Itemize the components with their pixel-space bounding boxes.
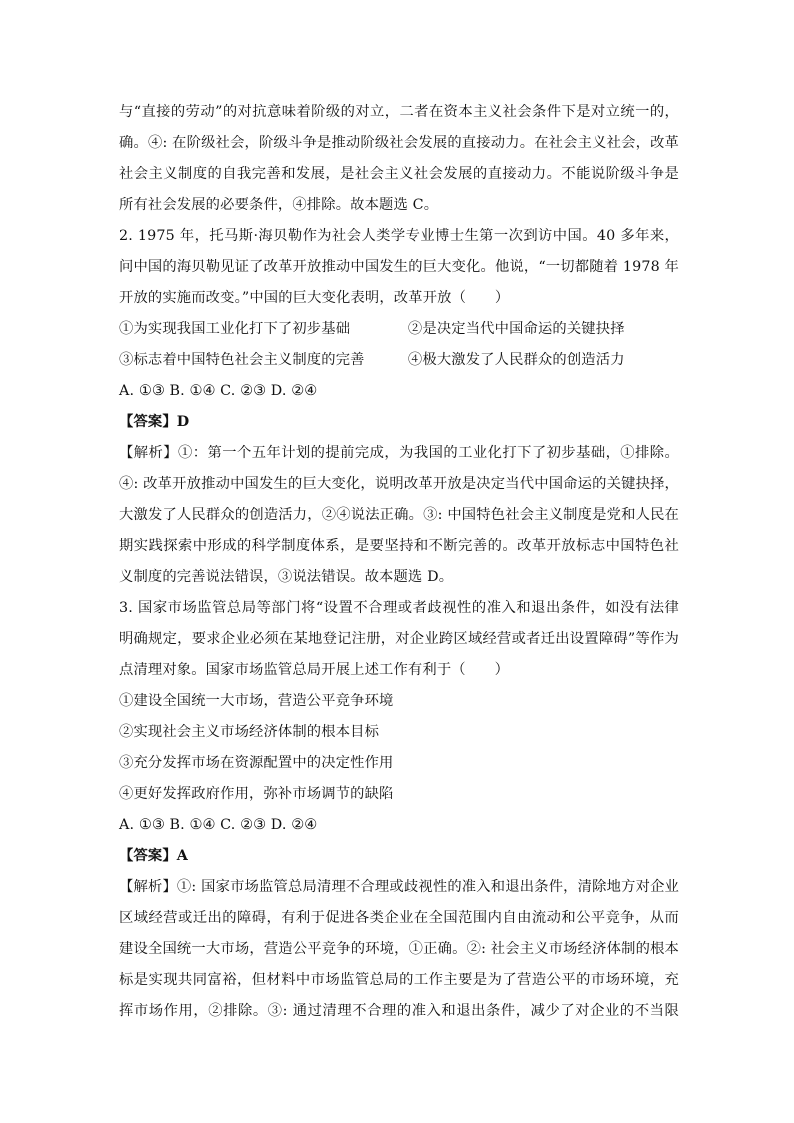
- question-3-analysis: 标是实现共同富裕，但材料中市场监管总局的工作主要是为了营造公平的市场环境，充: [119, 972, 679, 988]
- question-3-option: ①建设全国统一大市场，营造公平竞争环境: [119, 693, 394, 709]
- question-2-analysis: ④: 改革开放推动中国发生的巨大变化，说明改革开放是决定当代中国命运的关键抉择，: [119, 476, 679, 492]
- question-3-line: 3. 国家市场监管总局等部门将“设置不合理或者歧视性的准入和退出条件，如没有法律: [119, 600, 679, 616]
- question-3-choices: A. ①③ B. ①④ C. ②③ D. ②④: [119, 817, 318, 833]
- question-3-option: ④更好发挥政府作用，弥补市场调节的缺陷: [119, 786, 394, 802]
- question-2-line: 问中国的海贝勒见证了改革开放推动中国发生的巨大变化。他说，“一切都随着 1978 年: [119, 259, 679, 275]
- question-3-analysis: 建设全国统一大市场，营造公平竞争的环境，①正确。②: 社会主义市场经济体制的根本: [119, 941, 679, 957]
- question-3-option: ③充分发挥市场在资源配置中的决定性作用: [119, 755, 394, 771]
- question-3-option: ②实现社会主义市场经济体制的根本目标: [119, 724, 380, 740]
- question-2-analysis: 大激发了人民群众的创造活力，②④说法正确。③: 中国特色社会主义制度是党和人民在: [119, 507, 679, 523]
- question-2-analysis: 义制度的完善说法错误，③说法错误。故本题选 D。: [119, 569, 454, 585]
- question-3-analysis: 【解析】①: 国家市场监管总局清理不合理或歧视性的准入和退出条件，清除地方对企业: [119, 879, 679, 895]
- question-2-choices: A. ①③ B. ①④ C. ②③ D. ②④: [119, 383, 318, 399]
- text-line: 与“直接的劳动”的对抗意味着阶级的对立，二者在资本主义社会条件下是对立统一的，: [119, 104, 679, 120]
- question-3-analysis: 挥市场作用，②排除。③: 通过清理不合理的准入和退出条件，减少了对企业的不当限: [119, 1003, 679, 1019]
- text-line: 社会主义制度的自我完善和发展，是社会主义社会发展的直接动力。不能说阶级斗争是: [119, 166, 679, 182]
- question-3-line: 明确规定，要求企业必须在某地登记注册，对企业跨区域经营或者迁出设置障碍”等作为: [119, 631, 679, 647]
- question-3-line: 点清理对象。国家市场监管总局开展上述工作有利于（ ）: [119, 662, 510, 678]
- question-2-line: 2. 1975 年，托马斯·海贝勒作为社会人类学专业博士生第一次到访中国。40 多年来，: [119, 228, 679, 244]
- question-2-options-row: ③标志着中国特色社会主义制度的完善 ④极大激发了人民群众的创造活力: [119, 352, 625, 368]
- question-3-answer: 【答案】A: [119, 848, 189, 864]
- question-2-line: 开放的实施而改变。”中国的巨大变化表明，改革开放（ ）: [119, 290, 510, 306]
- question-2-answer: 【答案】D: [119, 414, 190, 430]
- text-line: 确。④: 在阶级社会，阶级斗争是推动阶级社会发展的直接动力。在社会主义社会，改革: [119, 135, 679, 151]
- question-2-analysis: 期实践探索中形成的科学制度体系，是要坚持和不断完善的。改革开放标志中国特色社: [119, 538, 679, 554]
- question-3-analysis: 区域经营或迁出的障碍，有利于促进各类企业在全国范围内自由流动和公平竞争，从而: [119, 910, 679, 926]
- text-line: 所有社会发展的必要条件，④排除。故本题选 C。: [119, 197, 439, 213]
- question-2-options-row: ①为实现我国工业化打下了初步基础 ②是决定当代中国命运的关键抉择: [119, 321, 625, 337]
- question-2-analysis: 【解析】①：第一个五年计划的提前完成，为我国的工业化打下了初步基础，①排除。: [119, 445, 679, 461]
